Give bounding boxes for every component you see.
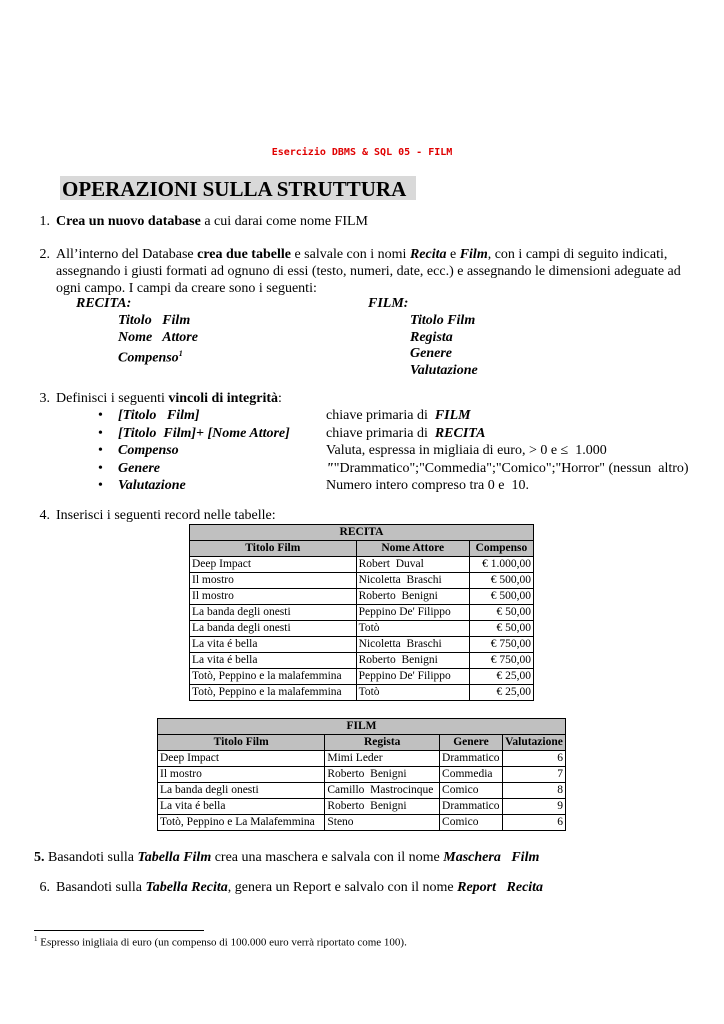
film-header-genere: Genere	[440, 735, 503, 751]
recita-field-3	[118, 345, 183, 367]
item-2-film: Film	[459, 247, 488, 262]
constraint-1-desc-bold: FILM	[434, 408, 471, 423]
recita-cell: € 25,00	[469, 685, 533, 701]
constraint-5-desc: Numero intero compreso tra 0 e 10.	[326, 478, 529, 493]
recita-field-2: Nome Attore	[118, 330, 198, 345]
bullet-4: •	[98, 461, 103, 476]
constraint-1-desc-plain: chiave primaria di	[326, 408, 435, 423]
constraint-2-desc-bold: RECITA	[434, 426, 486, 441]
film-cell: 9	[503, 799, 566, 815]
film-row	[158, 767, 566, 783]
constraint-4-field: Genere	[118, 461, 160, 476]
film-row	[158, 799, 566, 815]
bullet-2: •	[98, 426, 103, 441]
recita-cell: Totò	[356, 621, 469, 637]
item-1-number: 1.	[39, 214, 50, 229]
item-6-text-b: , genera un Report e salvalo con il nome	[227, 880, 458, 895]
film-cell: 6	[503, 815, 566, 831]
recita-row	[190, 621, 534, 637]
film-cell: Mimi Leder	[325, 751, 440, 767]
recita-cell: La banda degli onesti	[190, 621, 357, 637]
document-header: Esercizio DBMS & SQL 05 - FILM	[271, 147, 453, 158]
recita-cell: Totò, Peppino e la malafemmina	[190, 669, 357, 685]
recita-cell: La banda degli onesti	[190, 605, 357, 621]
film-cell: Camillo Mastrocinque	[325, 783, 440, 799]
film-cell: 6	[503, 751, 566, 767]
recita-cell: Roberto Benigni	[356, 589, 469, 605]
recita-table-caption: RECITA	[190, 525, 534, 541]
footnote-number: 1	[34, 935, 38, 943]
constraint-4-desc-prefix: "	[326, 461, 334, 476]
recita-row	[190, 685, 534, 701]
footnote	[34, 935, 407, 949]
constraint-4-desc	[326, 460, 689, 477]
film-cell: La vita é bella	[158, 799, 325, 815]
recita-cell: La vita é bella	[190, 653, 357, 669]
recita-cell: € 750,00	[469, 653, 533, 669]
footnote-text: Espresso inigliaia di euro (un compenso di 100.000 euro verrà riportato come 100).	[37, 936, 407, 949]
page-title: OPERAZIONI SULLA STRUTTURA	[60, 176, 416, 200]
item-1-rest: a cui darai come nome FILM	[200, 214, 368, 229]
item-2-line-1	[56, 246, 721, 263]
constraint-2-desc	[326, 425, 485, 442]
film-cell: La banda degli onesti	[158, 783, 325, 799]
recita-row	[190, 589, 534, 605]
film-field-1: Titolo Film	[410, 313, 476, 328]
item-2-recita: Recita	[409, 247, 447, 262]
film-cell: Comico	[440, 815, 503, 831]
recita-cell: Peppino De' Filippo	[356, 605, 469, 621]
item-2-text-c: e	[446, 247, 460, 262]
recita-row	[190, 605, 534, 621]
film-cell: Deep Impact	[158, 751, 325, 767]
film-cell: Roberto Benigni	[325, 767, 440, 783]
item-5-text-a: Basandoti sulla	[44, 850, 138, 865]
constraint-4-desc-plain: "Drammatico";"Commedia";"Comico";"Horror" (nessun altro)	[333, 461, 689, 476]
recita-cell: € 500,00	[469, 573, 533, 589]
item-2-line-2: assegnando i giusti formati ad ognuno di essi (testo, numeri, date, ecc.) e assegnando le dimensioni adeguate ad	[56, 264, 681, 279]
bullet-1: •	[98, 408, 103, 423]
item-6-number: 6.	[39, 880, 50, 895]
recita-cell: € 500,00	[469, 589, 533, 605]
constraint-1-field: [Titolo Film]	[118, 408, 200, 423]
constraint-3-desc: Valuta, espressa in migliaia di euro, > 0 e ≤ 1.000	[326, 443, 607, 458]
constraint-1-desc	[326, 407, 471, 424]
item-4-text: Inserisci i seguenti record nelle tabelle:	[56, 508, 276, 523]
film-cell: Roberto Benigni	[325, 799, 440, 815]
recita-cell: Robert Duval	[356, 557, 469, 573]
item-2-bold-a: crea due tabelle	[197, 247, 291, 262]
film-field-2: Regista	[410, 330, 453, 345]
film-label: FILM:	[368, 296, 409, 311]
recita-table	[189, 524, 534, 701]
film-cell: Commedia	[440, 767, 503, 783]
recita-row	[190, 557, 534, 573]
recita-cell: Peppino De' Filippo	[356, 669, 469, 685]
recita-cell: € 1.000,00	[469, 557, 533, 573]
constraint-2-desc-plain: chiave primaria di	[326, 426, 435, 441]
item-5	[34, 849, 539, 866]
recita-header-compenso: Compenso	[469, 541, 533, 557]
item-5-number: 5.	[34, 850, 45, 865]
recita-field-1: Titolo Film	[118, 313, 191, 328]
recita-cell: Totò	[356, 685, 469, 701]
recita-row	[190, 637, 534, 653]
recita-cell: Nicoletta Braschi	[356, 637, 469, 653]
film-cell: 8	[503, 783, 566, 799]
film-table-caption: FILM	[158, 719, 566, 735]
recita-cell: € 50,00	[469, 621, 533, 637]
film-cell: Comico	[440, 783, 503, 799]
item-3-text-a: Definisci i seguenti	[56, 391, 169, 406]
item-5-text-b: crea una maschera e salvala con il nome	[211, 850, 444, 865]
bullet-3: •	[98, 443, 103, 458]
recita-header-titolo: Titolo Film	[190, 541, 357, 557]
item-3-bold: vincoli di integrità	[168, 391, 279, 406]
item-3-number: 3.	[39, 391, 50, 406]
item-5-bold-a: Tabella Film	[137, 850, 212, 865]
film-cell: Steno	[325, 815, 440, 831]
item-6-bold-b: Report Recita	[457, 880, 544, 895]
recita-row	[190, 653, 534, 669]
film-row	[158, 751, 566, 767]
constraint-5-field: Valutazione	[118, 478, 186, 493]
item-6-text-a: Basandoti sulla	[56, 880, 146, 895]
film-field-3: Genere	[410, 346, 452, 361]
film-cell: Totò, Peppino e La Malafemmina	[158, 815, 325, 831]
item-1-text	[56, 213, 368, 230]
item-3-text	[56, 390, 282, 407]
recita-cell: Nicoletta Braschi	[356, 573, 469, 589]
film-table	[157, 718, 566, 831]
film-cell: Drammatico	[440, 751, 503, 767]
film-cell: Drammatico	[440, 799, 503, 815]
item-3-text-b: :	[278, 391, 282, 406]
recita-field-3-label: Compenso	[118, 350, 179, 366]
recita-row	[190, 669, 534, 685]
item-2-text-a: All’interno del Database	[56, 247, 198, 262]
recita-row	[190, 573, 534, 589]
recita-table-body	[190, 557, 534, 701]
item-6-bold-a: Tabella Recita	[145, 880, 228, 895]
bullet-5: •	[98, 478, 103, 493]
recita-cell: Roberto Benigni	[356, 653, 469, 669]
film-row	[158, 783, 566, 799]
item-2-line-3: ogni campo. I campi da creare sono i seguenti:	[56, 281, 317, 296]
film-row	[158, 815, 566, 831]
constraint-3-field: Compenso	[118, 443, 179, 458]
item-2-number: 2.	[39, 247, 50, 262]
film-table-body	[158, 751, 566, 831]
film-header-regista: Regista	[325, 735, 440, 751]
item-6-text	[56, 879, 543, 896]
recita-cell: Totò, Peppino e la malafemmina	[190, 685, 357, 701]
item-1-bold: Crea un nuovo database	[56, 214, 201, 229]
recita-cell: € 25,00	[469, 669, 533, 685]
recita-cell: Deep Impact	[190, 557, 357, 573]
recita-cell: Il mostro	[190, 589, 357, 605]
film-header-titolo: Titolo Film	[158, 735, 325, 751]
film-cell: 7	[503, 767, 566, 783]
item-5-bold-b: Maschera Film	[443, 850, 540, 865]
recita-label: RECITA:	[76, 296, 132, 311]
footnote-separator	[34, 930, 204, 931]
recita-cell: Il mostro	[190, 573, 357, 589]
film-field-4: Valutazione	[410, 363, 478, 378]
film-header-valutazione: Valutazione	[503, 735, 566, 751]
footnote-mark: 1	[178, 349, 183, 358]
item-2-text-d: , con i campi di seguito indicati,	[487, 247, 668, 262]
item-4-number: 4.	[39, 508, 50, 523]
recita-cell: La vita é bella	[190, 637, 357, 653]
item-2-text-b: e salvale con i nomi	[290, 247, 410, 262]
recita-cell: € 50,00	[469, 605, 533, 621]
recita-header-attore: Nome Attore	[356, 541, 469, 557]
film-cell: Il mostro	[158, 767, 325, 783]
constraint-2-field: [Titolo Film]+ [Nome Attore]	[118, 426, 290, 441]
recita-cell: € 750,00	[469, 637, 533, 653]
